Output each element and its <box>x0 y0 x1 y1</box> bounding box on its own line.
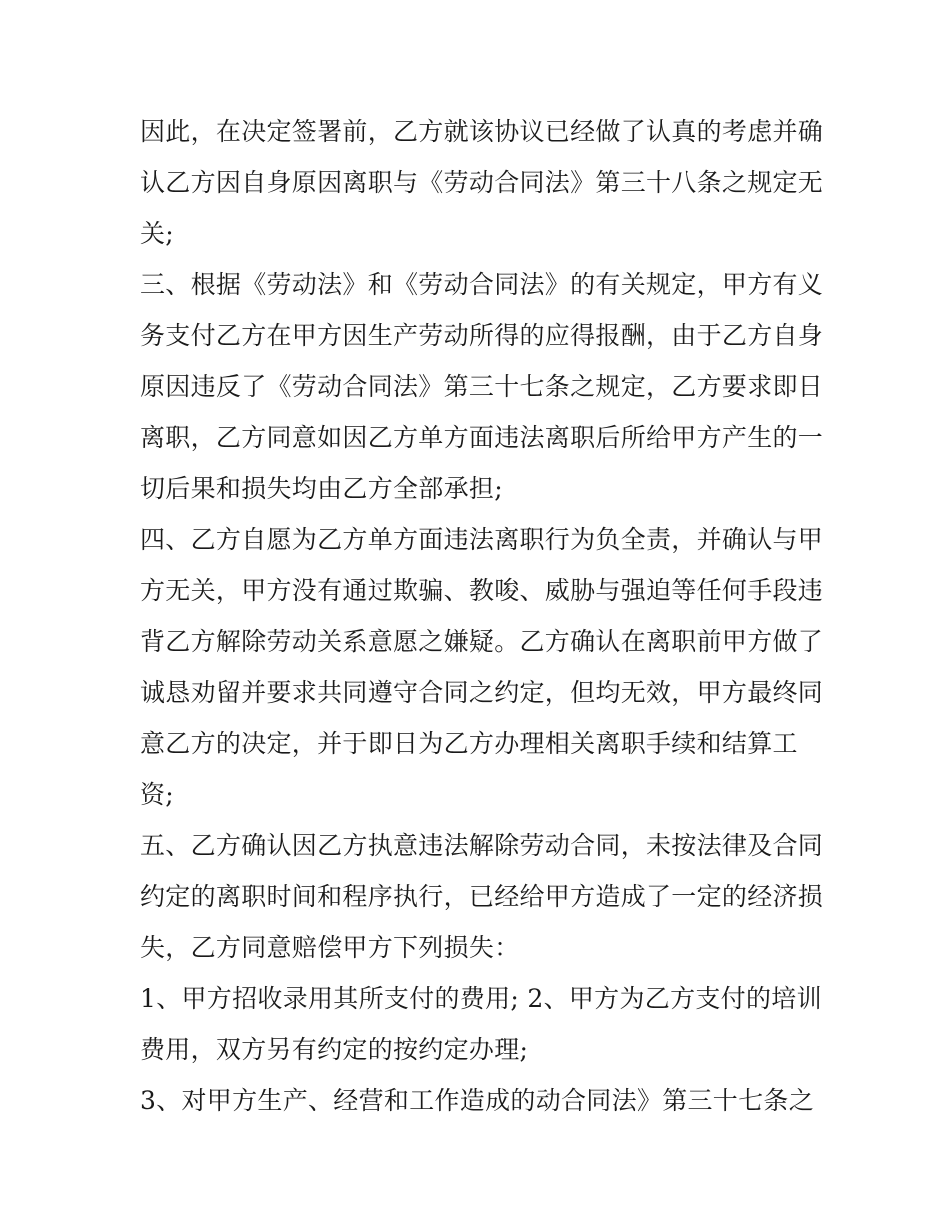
text-line: 务支付乙方在甲方因生产劳动所得的应得报酬，由于乙方自身 <box>140 321 824 350</box>
text-line: 1、甲方招收录用其所支付的费用; 2、甲方为乙方支付的培训 <box>140 984 822 1013</box>
text-line: 资; <box>140 780 175 809</box>
text-line: 背乙方解除劳动关系意愿之嫌疑。乙方确认在离职前甲方做了 <box>140 627 824 656</box>
text-line: 五、乙方确认因乙方执意违法解除劳动合同，未按法律及合同 <box>140 831 824 860</box>
document-body <box>140 106 824 1126</box>
text-line: 意乙方的决定，并于即日为乙方办理相关离职手续和结算工 <box>140 729 798 758</box>
text-line: 方无关，甲方没有通过欺骗、教唆、威胁与强迫等任何手段违 <box>140 576 824 605</box>
text-line: 因此，在决定签署前，乙方就该协议已经做了认真的考虑并确 <box>140 117 824 146</box>
text-line: 诚恳劝留并要求共同遵守合同之约定，但均无效，甲方最终同 <box>140 678 824 707</box>
text-line: 三、根据《劳动法》和《劳动合同法》的有关规定，甲方有义 <box>140 270 824 299</box>
text-line: 失，乙方同意赔偿甲方下列损失： <box>140 933 520 962</box>
text-line: 离职，乙方同意如因乙方单方面违法离职后所给甲方产生的一 <box>140 423 824 452</box>
text-line: 约定的离职时间和程序执行，已经给甲方造成了一定的经济损 <box>140 882 824 911</box>
text-line: 关; <box>140 219 175 248</box>
text-line: 四、乙方自愿为乙方单方面违法离职行为负全责，并确认与甲 <box>140 525 824 554</box>
text-line: 原因违反了《劳动合同法》第三十七条之规定，乙方要求即日 <box>140 372 824 401</box>
text-line: 费用，双方另有约定的按约定办理; <box>140 1035 529 1064</box>
text-line: 3、对甲方生产、经营和工作造成的动合同法》第三十七条之 <box>140 1086 815 1115</box>
text-line: 认乙方因自身原因离职与《劳动合同法》第三十八条之规定无 <box>140 168 824 197</box>
text-line: 切后果和损失均由乙方全部承担; <box>140 474 503 503</box>
